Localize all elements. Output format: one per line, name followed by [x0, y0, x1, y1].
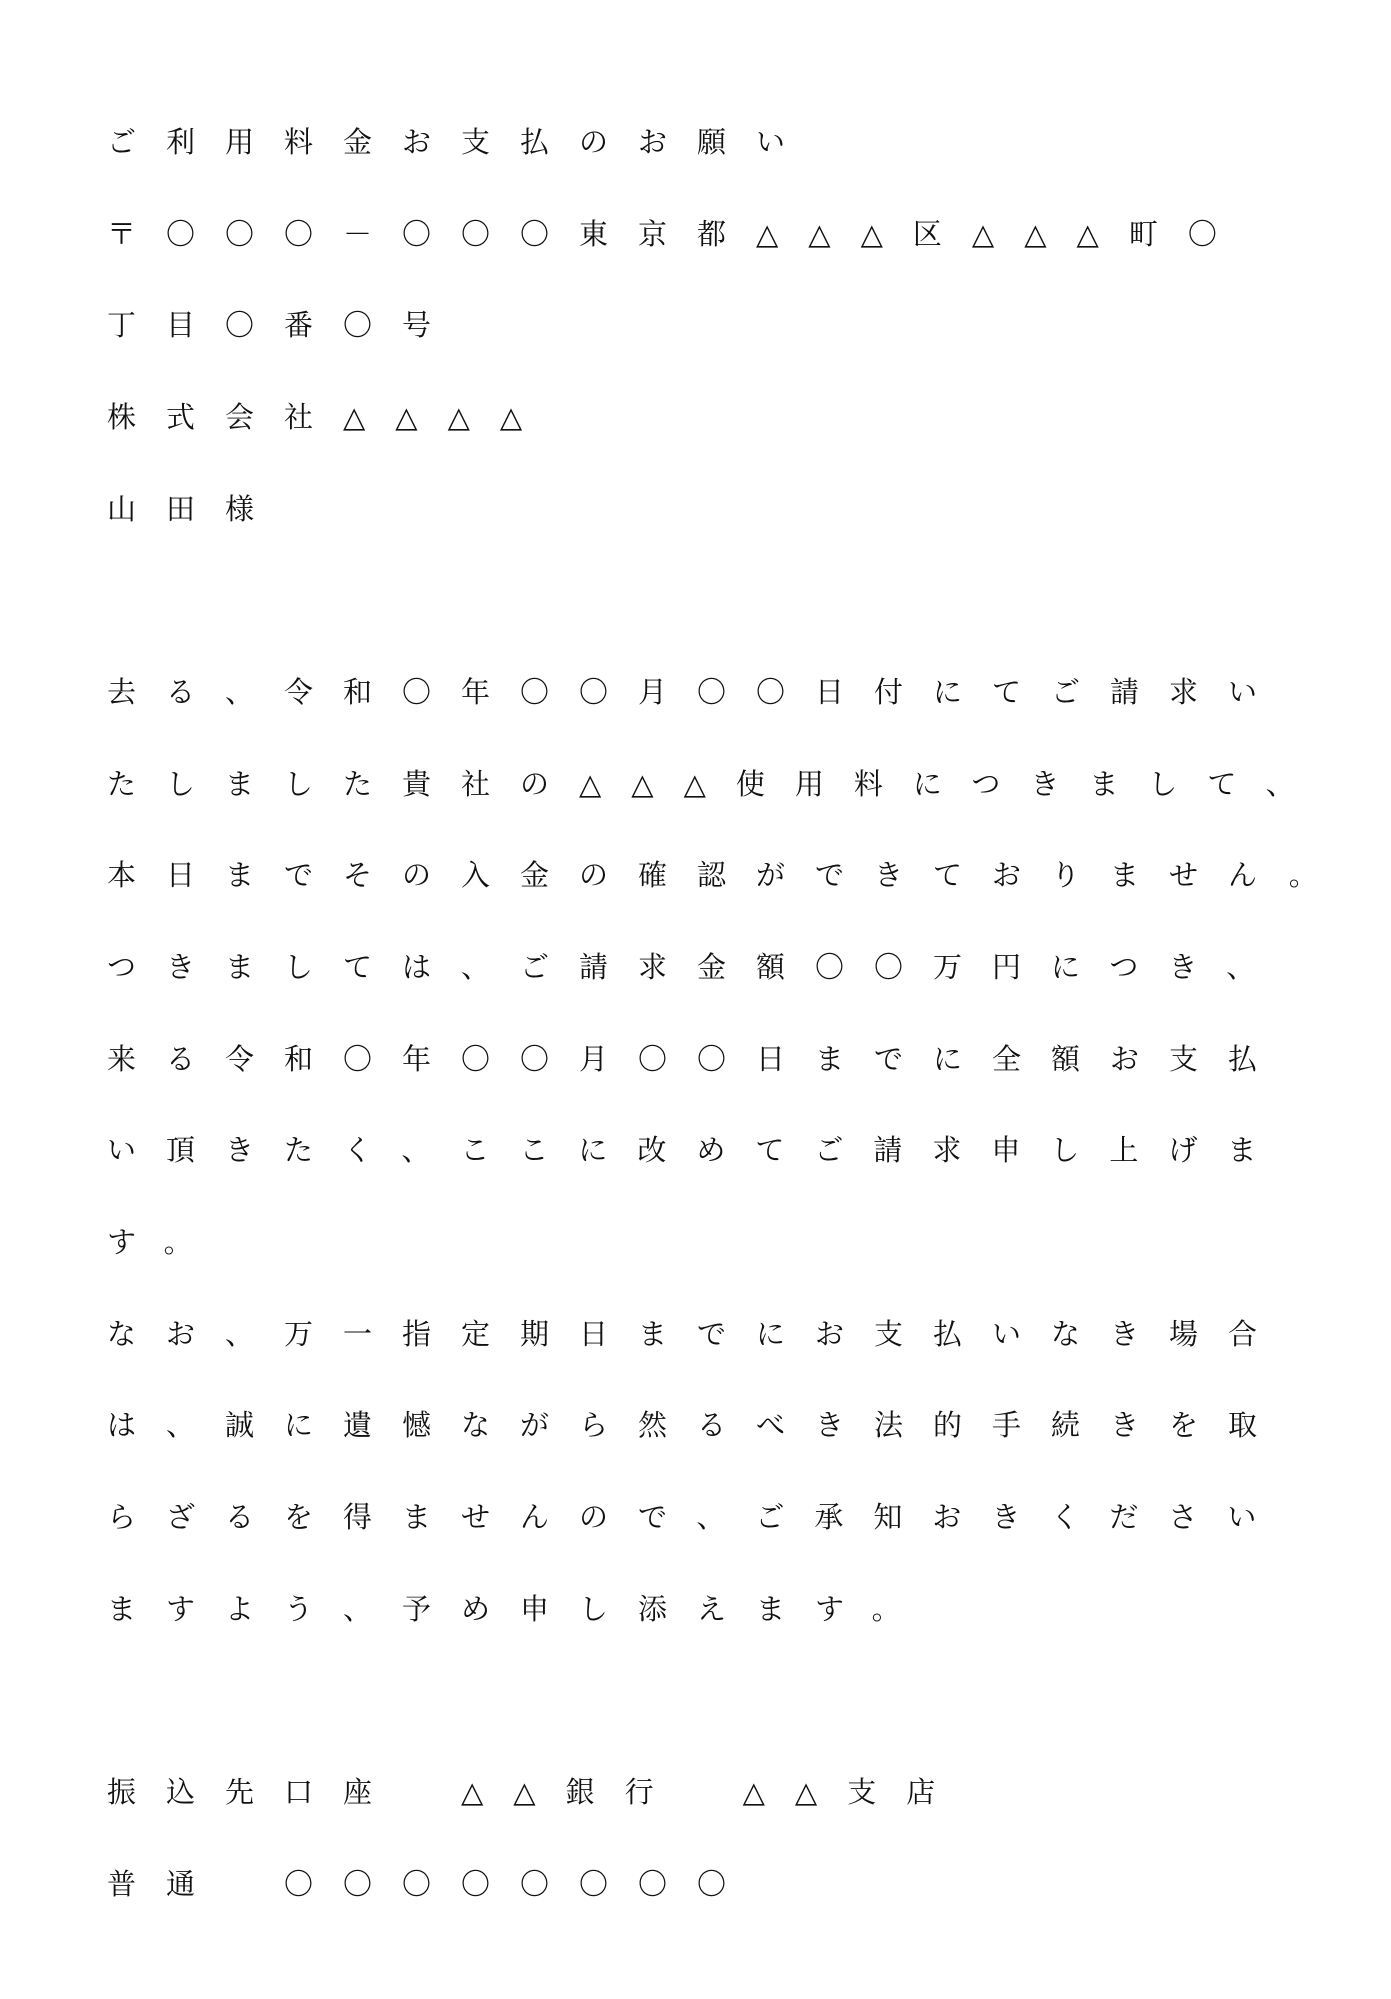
bank-account-line: 振込先口座 △△銀行 △△支店: [107, 1775, 966, 1809]
body-line-9: は、誠に遺憾ながら然るべき法的手続きを取: [107, 1408, 1288, 1442]
document-title: ご利用料金お支払のお願い: [107, 125, 816, 159]
address-line-1: 〒〇〇〇－〇〇〇東京都△△△区△△△町〇: [107, 217, 1247, 251]
body-line-1: 去る、令和〇年〇〇月〇〇日付にてご請求い: [107, 675, 1288, 709]
body-line-2: たしました貴社の△△△使用料につきまして、: [107, 767, 1325, 801]
address-line-2: 丁目〇番〇号: [107, 308, 462, 342]
body-line-10: らざるを得ませんので、ご承知おきください: [107, 1500, 1287, 1534]
body-line-6: い頂きたく、ここに改めてご請求申し上げま: [107, 1133, 1287, 1167]
recipient-company: 株式会社△△△△: [107, 400, 553, 434]
body-line-7: す。: [107, 1225, 223, 1259]
body-line-3: 本日までその入金の確認ができておりません。: [107, 858, 1348, 892]
body-line-4: つきましては、ご請求金額〇〇万円につき、: [107, 950, 1286, 984]
body-line-5: 来る令和〇年〇〇月〇〇日までに全額お支払: [107, 1042, 1288, 1076]
body-line-11: ますよう、予め申し添えます。: [107, 1592, 931, 1626]
account-number-line: 普通 〇〇〇〇〇〇〇〇: [107, 1867, 757, 1901]
body-line-8: なお、万一指定期日までにお支払いなき場合: [107, 1317, 1288, 1351]
recipient-person: 山田様: [107, 492, 285, 526]
